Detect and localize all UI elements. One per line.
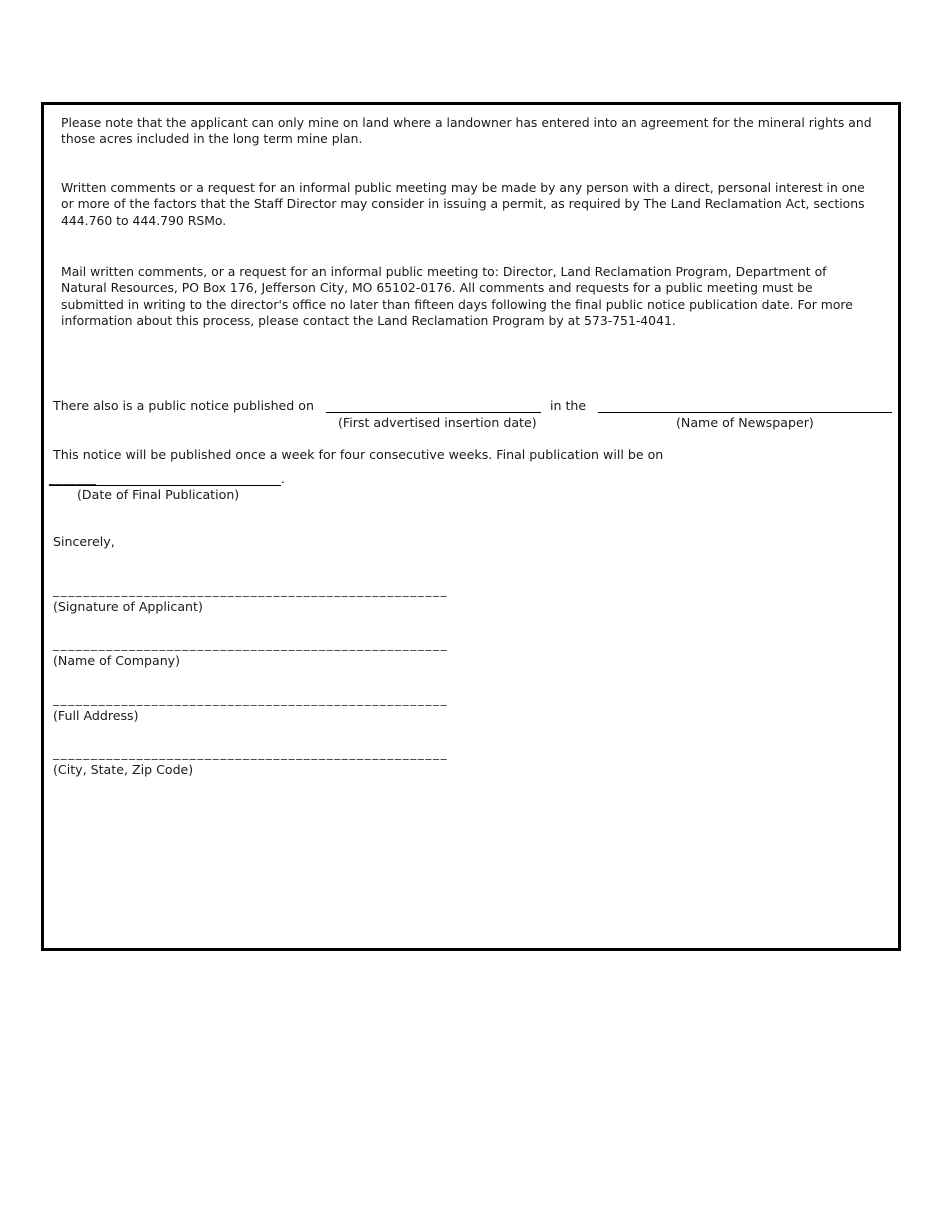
signature-line[interactable]: ____________________________________________________ (53, 583, 449, 597)
full-address-caption: (Full Address) (53, 708, 139, 723)
first-insertion-date-caption: (First advertised insertion date) (338, 415, 537, 430)
mailing-instructions-paragraph: Mail written comments, or a request for an informal public meeting to: Director, Land Reclamation Program, Department of Natural Resources, PO Box 176, Jefferson City, MO 65102-0176. All comments and requests for a public meeting must be submitted in writing to the director's office no later than fifteen days following the final public notice publication date. For more information about this process, please contact the Land Reclamation Program by at 573-751-4041. (61, 264, 853, 328)
final-publication-date-field[interactable] (49, 485, 281, 486)
city-state-zip-line[interactable]: ____________________________________________________ (53, 746, 449, 760)
first-insertion-date-field[interactable] (326, 412, 541, 413)
landowner-agreement-paragraph: Please note that the applicant can only mine on land where a landowner has entered into an agreement for the mineral rights and those acres included in the long term mine plan. (61, 115, 872, 147)
final-publication-blank: _______ (49, 470, 97, 485)
company-name-line[interactable]: ____________________________________________________ (53, 637, 449, 651)
company-name-caption: (Name of Company) (53, 653, 181, 668)
written-comments-paragraph: Written comments or a request for an informal public meeting may be made by any person with a direct, personal interest in one or more of the factors that the Staff Director may consider in issuing a permit, as required by The Land Reclamation Act, sections 444.760 to 444.790 RSMo. (61, 180, 865, 228)
final-publication-date-caption: (Date of Final Publication) (77, 487, 240, 502)
in-the-label: in the (550, 398, 587, 413)
notice-frame (41, 102, 901, 951)
newspaper-name-field[interactable] (598, 412, 892, 413)
signature-caption: (Signature of Applicant) (53, 599, 203, 614)
city-state-zip-caption: (City, State, Zip Code) (53, 762, 194, 777)
weekly-publication-text: This notice will be published once a week for four consecutive weeks. Final publication will be on (53, 447, 664, 462)
final-publication-period: . (281, 471, 286, 486)
newspaper-name-caption: (Name of Newspaper) (676, 415, 814, 430)
published-on-label: There also is a public notice published on (53, 398, 314, 413)
salutation: Sincerely, (53, 534, 115, 549)
full-address-line[interactable]: ____________________________________________________ (53, 692, 449, 706)
